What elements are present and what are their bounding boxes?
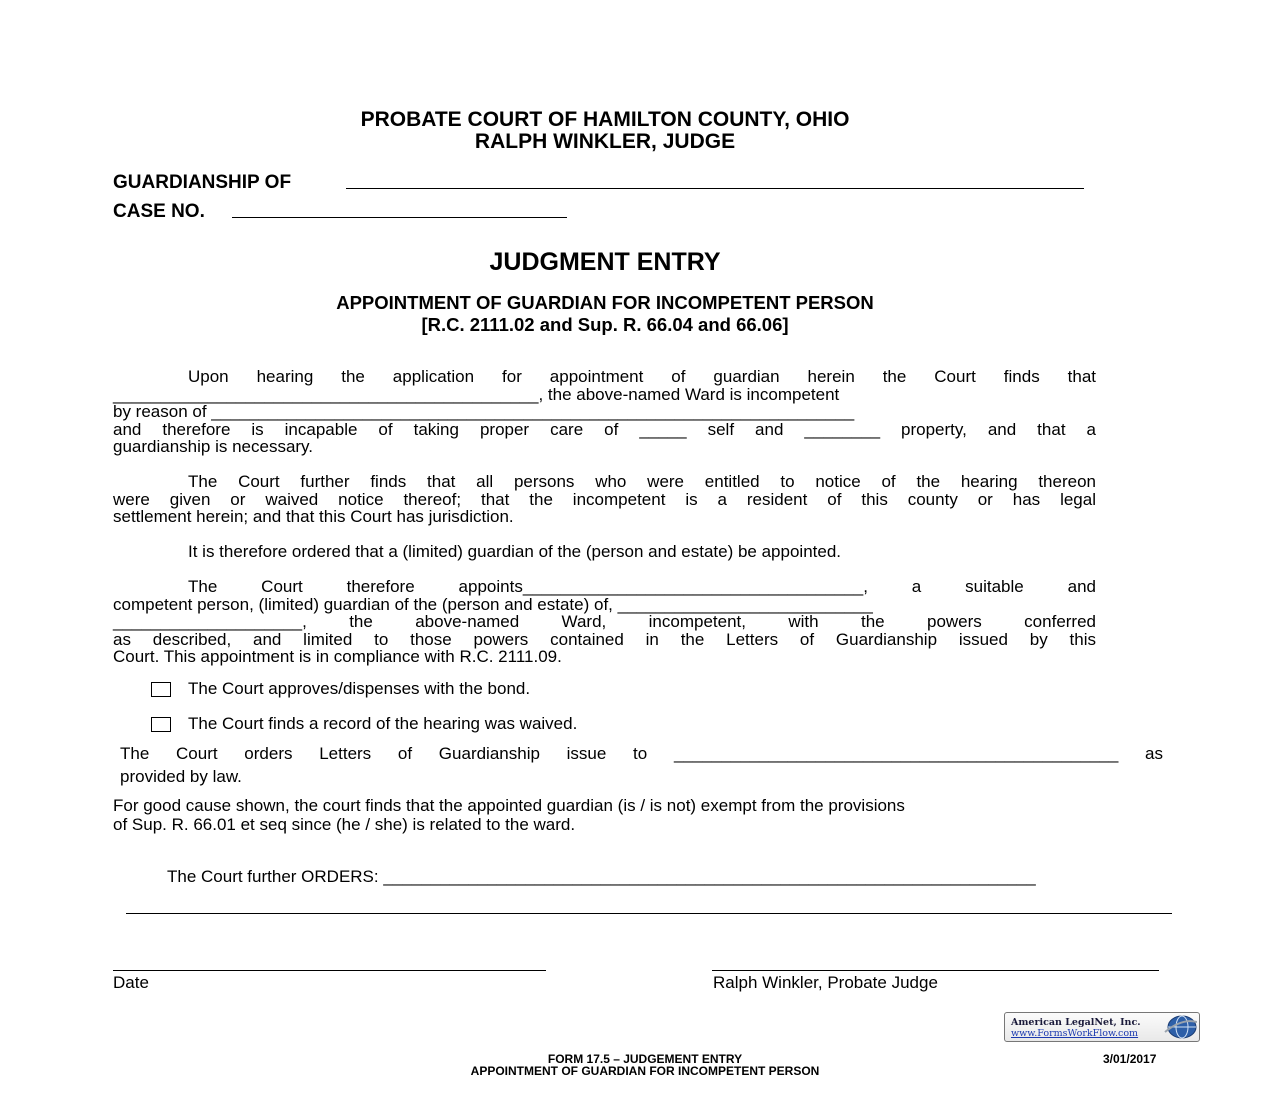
bond-checkbox[interactable] <box>151 682 171 697</box>
findings-line: guardianship is necessary. <box>113 437 314 457</box>
exemption-line: For good cause shown, the court finds that the appointed guardian (is / is not) exempt from the provisions <box>113 796 905 815</box>
findings-line: by reason of ____________________________________________________________________ <box>113 402 855 422</box>
letters-line: provided by law. <box>120 767 242 786</box>
judge-signature-label: Ralph Winkler, Probate Judge <box>713 973 938 992</box>
page-subtitle: APPOINTMENT OF GUARDIAN FOR INCOMPETENT PERSON <box>336 292 874 313</box>
case-number-label: CASE NO. <box>113 201 205 222</box>
letters-line: The Court orders Letters of Guardianship issue to _______________________________________________ as <box>120 744 1163 763</box>
appointment-line: Court. This appointment is in compliance with R.C. 2111.09. <box>113 647 562 667</box>
notice-line: settlement herein; and that this Court has jurisdiction. <box>113 507 514 527</box>
guardianship-of-field[interactable] <box>346 188 1084 189</box>
case-number-field[interactable] <box>232 217 567 218</box>
appointment-line: ____________________, the above-named Ward, incompetent, with the powers conferred <box>113 612 1096 632</box>
findings-line: _____________________________________________, the above-named Ward is incompetent <box>113 384 840 404</box>
order-paragraph <box>113 543 1096 561</box>
further-orders-field[interactable] <box>126 913 1172 914</box>
judge-signature-line[interactable] <box>712 970 1159 971</box>
findings-paragraph <box>113 368 1096 456</box>
bond-checkbox-label: The Court approves/dispenses with the bond. <box>188 679 531 698</box>
appointment-paragraph <box>113 578 1096 666</box>
record-waived-checkbox-label: The Court finds a record of the hearing was waived. <box>188 714 578 733</box>
globe-icon <box>1163 1014 1197 1040</box>
exemption-line: of Sup. R. 66.01 et seq since (he / she) is related to the ward. <box>113 815 576 834</box>
notice-line: The Court further finds that all persons who were entitled to notice of the hearing thereon <box>188 472 1096 491</box>
court-name: PROBATE COURT OF HAMILTON COUNTY, OHIO <box>360 108 850 131</box>
logo-company-name: American LegalNet, Inc. <box>1011 1017 1141 1028</box>
date-label: Date <box>113 973 149 992</box>
appointment-line: as described, and limited to those powers contained in the Letters of Guardianship issued by this <box>113 629 1096 649</box>
further-orders-line: The Court further ORDERS: _____________________________________________________________________ <box>167 867 1036 886</box>
statute-citation: [R.C. 2111.02 and Sup. R. 66.04 and 66.06] <box>421 314 789 335</box>
date-signature-line[interactable] <box>113 970 546 971</box>
order-line: It is therefore ordered that a (limited) guardian of the (person and estate) be appointed. <box>188 542 842 561</box>
page-title: JUDGMENT ENTRY <box>489 248 721 276</box>
record-waived-checkbox[interactable] <box>151 717 171 732</box>
guardianship-of-label: GUARDIANSHIP OF <box>113 172 292 193</box>
footer-revision-date: 3/01/2017 <box>1103 1052 1157 1066</box>
judge-name: RALPH WINKLER, JUDGE <box>474 130 736 153</box>
findings-line: and therefore is incapable of taking proper care of _____ self and ________ property, and that a <box>113 419 1096 439</box>
appointment-line: competent person, (limited) guardian of the (person and estate) of, ___________________________ <box>113 594 873 614</box>
appointment-line: The Court therefore appoints____________________________________, a suitable and <box>188 577 1096 596</box>
notice-paragraph <box>113 473 1096 526</box>
findings-line: Upon hearing the application for appointment of guardian herein the Court finds that <box>188 367 1096 386</box>
footer-form-number: FORM 17.5 – JUDGEMENT ENTRY <box>547 1052 743 1066</box>
american-legalnet-logo[interactable] <box>1004 1012 1200 1042</box>
footer-form-title: APPOINTMENT OF GUARDIAN FOR INCOMPETENT PERSON <box>470 1064 820 1078</box>
notice-line: were given or waived notice thereof; that the incompetent is a resident of this county or has legal <box>113 489 1096 509</box>
logo-website-link[interactable]: www.FormsWorkFlow.com <box>1011 1028 1139 1039</box>
